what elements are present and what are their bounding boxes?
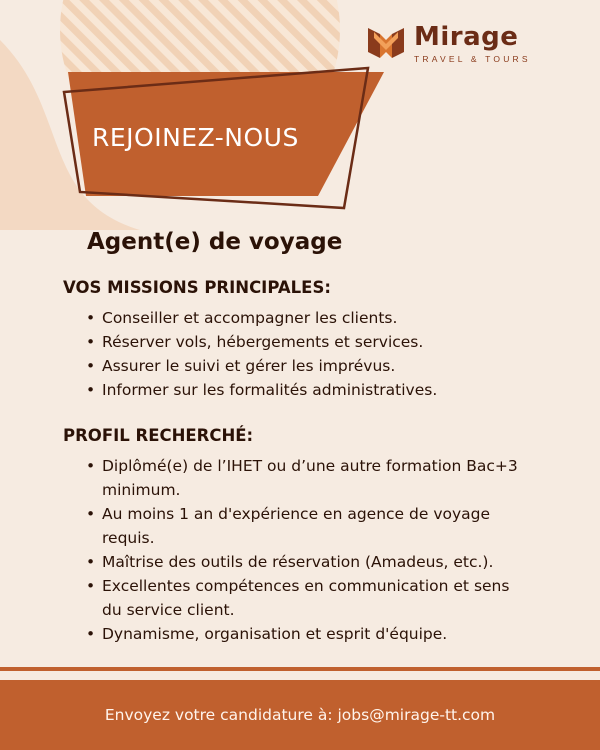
list-item: • Au moins 1 an d'expérience en agence de voyage requis. — [86, 505, 491, 547]
list-item: • Dynamisme, organisation et esprit d'équipe. — [86, 625, 448, 643]
brand-name: Mirage — [414, 22, 519, 52]
list-item: • Diplômé(e) de l’IHET ou d’une autre formation Bac+3 minimum. — [86, 457, 518, 499]
brand-tagline: TRAVEL & TOURS — [414, 54, 531, 64]
job-title: Agent(e) de voyage — [87, 229, 343, 255]
missions-heading: VOS MISSIONS PRINCIPALES: — [63, 278, 331, 297]
list-item: • Réserver vols, hébergements et services. — [86, 333, 424, 351]
list-item: • Maîtrise des outils de réservation (Amadeus, etc.). — [86, 553, 494, 571]
list-item: • Conseiller et accompagner les clients. — [86, 309, 398, 327]
list-item: • Informer sur les formalités administratives. — [86, 381, 438, 399]
profile-heading: PROFIL RECHERCHÉ: — [63, 426, 254, 445]
banner-shape — [0, 0, 600, 240]
footer-divider — [0, 667, 600, 671]
footer-bar — [0, 680, 600, 750]
profile-list — [86, 454, 526, 646]
missions-list — [86, 306, 526, 402]
banner-title: REJOINEZ-NOUS — [92, 123, 299, 152]
application-contact: Envoyez votre candidature à: jobs@mirage-tt.com — [104, 706, 496, 724]
list-item: • Excellentes compétences en communication et sens du service client. — [86, 577, 510, 619]
list-item: • Assurer le suivi et gérer les imprévus. — [86, 357, 396, 375]
